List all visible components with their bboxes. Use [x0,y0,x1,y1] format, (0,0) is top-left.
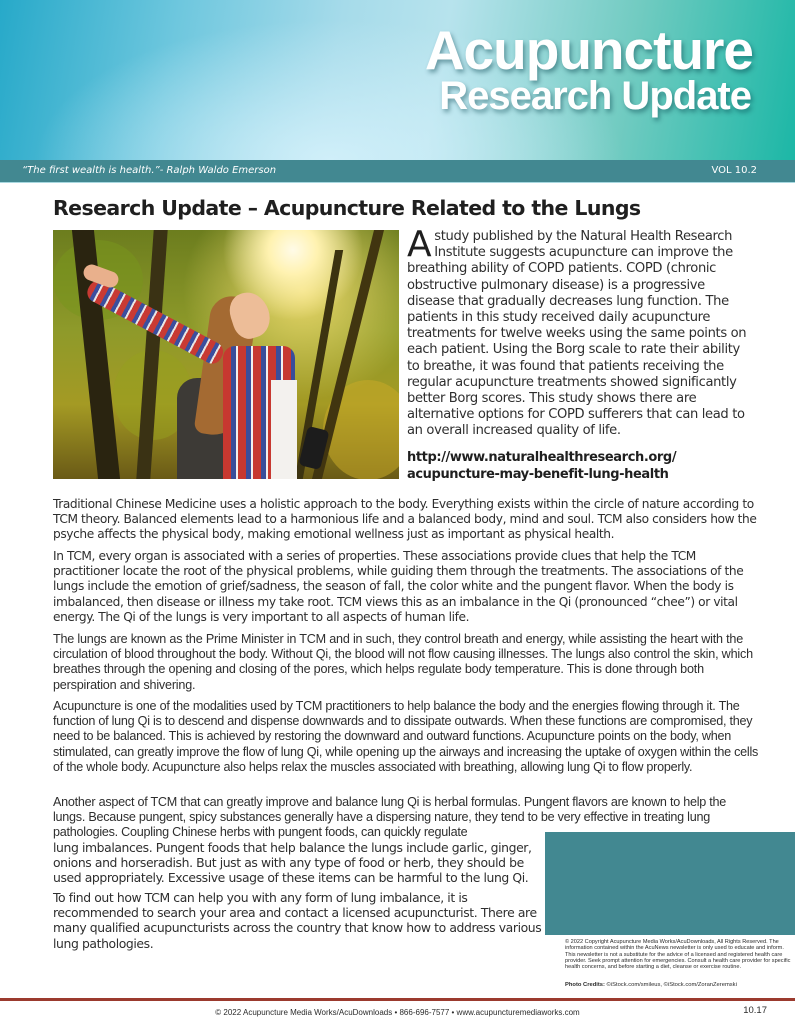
copyright-disclaimer: © 2022 Copyright Acupuncture Media Works/AcuDownloads, All Rights Reserved. The information contained within the AcuNews newsletter is only used to educate and inform. This newsletter is not a substitute for the advice of a licensed and registered health care provider. Seek prompt attention for emergencies. Consult a health care provider for specific health concerns, and before starting a diet, cleanse or exercise routine. [565,939,791,971]
footer-divider [0,998,795,1001]
header-quote: “The first wealth is health.”- Ralph Waldo Emerson [22,165,277,176]
body-paragraph-pungent-foods: lung imbalances. Pungent foods that help balance the lungs include garlic, ginger, onions and horseradish. But just as with any type of food or herb, they should be used appropriately. Excessive usage of these items can be harmful to the lung Qi. [53,840,532,886]
photo-credits-label: Photo Credits: [565,982,605,988]
drop-cap: A [407,224,432,265]
newsletter-title-line1: Acupuncture [424,19,753,81]
photo-credits-text: ©iStock.com/smileus, ©iStock.com/ZoranZeremski [604,982,737,988]
source-link-line1[interactable]: http://www.naturalhealthresearch.org/ [407,450,677,465]
intro-text: study published by the Natural Health Research Institute suggests acupuncture can improve the breathing ability of COPD patients. COPD (chronic obstructive pulmonary disease) is a progressive disease that gradually decreases lung function. The patients in this study received daily acupuncture treatments for twelve weeks using the same points on each patient. Using the Borg scale to rate their ability to breathe, it was found that patients receiving the regular acupuncture treatments showed significantly better Borg scores. This study shows there are alternative options for COPD sufferers that can lead to an overall increased quality of life. [407,229,747,439]
quote-band [0,160,795,183]
body-paragraph-herbal-formulas: Another aspect of TCM that can greatly improve and balance lung Qi is herbal formulas. Pungent flavors are known to help the lungs. Because pungent, spicy substances generally have a dispersing nature, they tend to be very effective in treating lung pathologies. Coupling Chinese herbs with pungent foods, can quickly regulate [53,795,727,840]
newsletter-title-line2: Research Update [439,74,751,118]
source-link[interactable] [407,450,767,483]
page-number: 10.17 [743,1005,767,1016]
white-shirt-shape [271,380,297,479]
photo-credits [565,982,793,988]
body-paragraph-find-acupuncturist: To find out how TCM can help you with any form of lung imbalance, it is recommended to search your area and contact a licensed acupuncturist. There are many qualified acupuncturists across the country that know how to address various lung pathologies. [53,890,542,951]
intro-paragraph [407,224,752,440]
body-paragraph-tcm-holistic: Traditional Chinese Medicine uses a holistic approach to the body. Everything exists within the circle of nature according to TCM theory. Balanced elements lead to a harmonious life and a balanced body, mind and soul. TCM also considers how the psyche affects the physical body, making emotional wellness just as important as physical health. [53,497,757,542]
body-paragraph-prime-minister: The lungs are known as the Prime Minister in TCM and in such, they control breath and energy, while assisting the heart with the circulation of blood throughout the body. Without Qi, the blood will not flow causing illnesses. The lungs also control the skin, which breathes through the opening and closing of the pores, which helps regulate body temperature. This is done through both perspiration and shivering. [53,632,753,692]
volume-label: VOL 10.2 [711,165,757,176]
source-link-line2[interactable]: acupuncture-may-benefit-lung-health [407,466,669,482]
footer-contact: © 2022 Acupuncture Media Works/AcuDownloads • 866-696-7577 • www.acupuncturemediaworks.com [215,1008,580,1017]
article-photo [53,230,399,479]
practitioner-info-box [545,832,795,935]
masthead-banner [0,0,795,160]
article-headline: Research Update – Acupuncture Related to the Lungs [53,196,641,220]
body-paragraph-acupuncture-modalities: Acupuncture is one of the modalities used by TCM practitioners to help balance the body and the energies flowing through it. The function of lung Qi is to descend and dispense downwards and to dissipate outwards. When these functions are compromised, they need to be balanced. This is achieved by restoring the downward and outward functions. Acupuncture points on the body, when stimulated, can greatly improve the flow of lung Qi, while opening up the airways and increasing the uptake of oxygen within the cells of the whole body. Acupuncture also helps relax the muscles associated with breathing, allowing lung Qi to flow properly. [53,699,759,774]
body-paragraph-organ-associations: In TCM, every organ is associated with a series of properties. These associations provide clues that help the TCM practitioner locate the root of the physical problems, while guiding them through the treatments. The associations of the lungs include the emotion of grief/sadness, the season of fall, the color white and the pungent flavor. When the body is imbalanced, then disease or illness my take root. TCM views this as an imbalance in the Qi (pronounced “chee”) or vital energy. The Qi of the lungs is very important to all aspects of human life. [53,549,744,624]
